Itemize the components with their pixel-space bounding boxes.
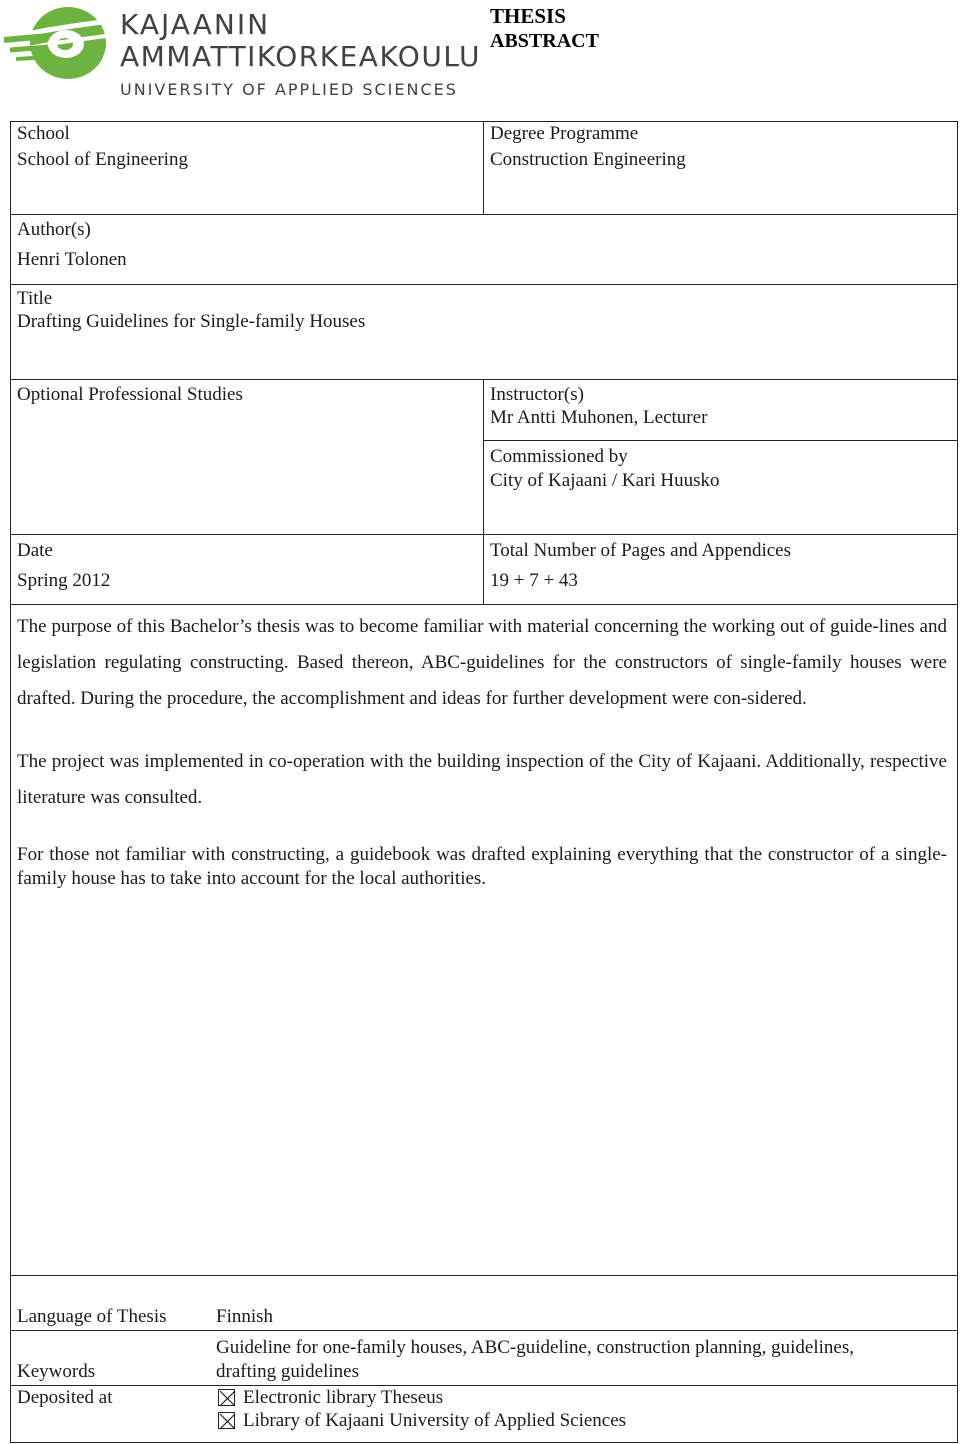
pages-label: Total Number of Pages and Appendices [490, 540, 792, 561]
deposit-theseus-label: Electronic library Theseus [243, 1387, 444, 1408]
deposit-theseus-checkbox[interactable] [218, 1389, 235, 1406]
pages-value: 19 + 7 + 43 [490, 570, 578, 591]
optional-studies-label: Optional Professional Studies [17, 384, 243, 405]
date-label: Date [17, 540, 53, 561]
deposit-item-theseus [218, 1386, 443, 1410]
commissioned-label: Commissioned by [490, 446, 628, 467]
logo-text-line3: UNIVERSITY OF APPLIED SCIENCES [120, 80, 458, 99]
col-divider-2 [483, 379, 484, 605]
border-right [957, 121, 958, 1443]
checkbox-cross-icon [219, 1390, 236, 1407]
author-value: Henri Tolonen [17, 249, 127, 270]
instructor-value: Mr Antti Muhonen, Lecturer [490, 407, 708, 428]
logo-text-line1: KAJAANIN [120, 8, 271, 41]
deposit-library-checkbox[interactable] [218, 1412, 235, 1429]
row-divider-1 [10, 214, 958, 215]
deposit-item-library [218, 1409, 626, 1433]
keywords-value-line2: drafting guidelines [216, 1361, 359, 1382]
row-divider-4 [10, 534, 958, 535]
keywords-value-line1: Guideline for one-family houses, ABC-guideline, construction planning, guidelines, [216, 1337, 854, 1358]
doc-type-thesis: THESIS [490, 4, 566, 28]
border-bottom [10, 1442, 958, 1443]
author-label: Author(s) [17, 219, 91, 240]
date-value: Spring 2012 [17, 570, 111, 591]
row-divider-8 [10, 1385, 958, 1386]
row-divider-5 [10, 604, 958, 605]
checkbox-cross-icon [219, 1413, 236, 1430]
doc-type-abstract: ABSTRACT [490, 30, 599, 52]
border-left [10, 121, 11, 1443]
deposit-library-label: Library of Kajaani University of Applied Sciences [243, 1410, 627, 1431]
language-label: Language of Thesis [17, 1306, 167, 1327]
abstract-paragraph-2: The project was implemented in co-operation with the building inspection of the City of Kajaani. Additionally, respective literature was consulted. [17, 751, 947, 808]
title-label: Title [17, 288, 53, 309]
school-value: School of Engineering [17, 149, 188, 170]
logo-text-line2: AMMATTIKORKEAKOULU [120, 40, 482, 73]
col-divider-1 [483, 121, 484, 215]
instructor-label: Instructor(s) [490, 384, 584, 405]
keywords-label: Keywords [17, 1361, 96, 1382]
commissioned-value: City of Kajaani / Kari Huusko [490, 470, 720, 491]
row-divider-3 [10, 379, 958, 380]
row-divider-instructor [484, 440, 958, 441]
abstract-paragraph-3: For those not familiar with constructing, a guidebook was drafted explaining everything that the constructor of a single-family house has to take into account for the local authorities. [17, 844, 947, 889]
language-value: Finnish [216, 1306, 274, 1327]
deposited-label: Deposited at [17, 1387, 113, 1408]
border-top [10, 121, 958, 122]
abstract-body [17, 609, 947, 891]
degree-programme-value: Construction Engineering [490, 149, 686, 170]
row-divider-7 [10, 1330, 958, 1331]
title-value: Drafting Guidelines for Single-family Houses [17, 311, 366, 332]
abstract-paragraph-1: The purpose of this Bachelor’s thesis was to become familiar with material concerning the working out of guide-lines and legislation regulating constructing. Based thereon, ABC-guidelines for the constructors of single-family houses were drafted. During the procedure, the accomplishment and ideas for further development were con-sidered. [17, 616, 947, 709]
degree-programme-label: Degree Programme [490, 123, 639, 144]
school-label: School [17, 123, 70, 144]
kajaani-swirl-logo-icon [2, 2, 110, 84]
row-divider-6 [10, 1275, 958, 1276]
row-divider-2 [10, 284, 958, 285]
